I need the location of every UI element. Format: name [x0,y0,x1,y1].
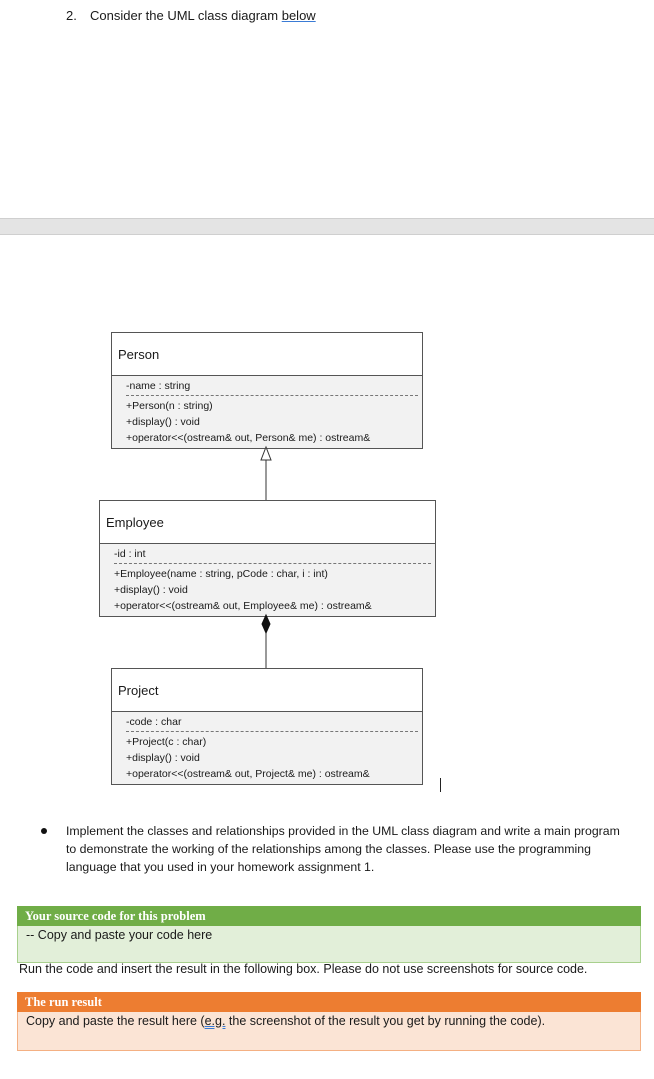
source-code-box [17,906,641,963]
project-attribute: -code : char [126,714,418,732]
person-class-name: Person [112,333,422,376]
person-operation: +operator<<(ostream& out, Person& me) : ostream& [126,432,371,444]
source-code-content[interactable]: -- Copy and paste your code here [17,926,641,963]
question-text: Consider the UML class diagram [90,8,282,23]
person-attribute: -name : string [126,378,418,396]
composition-diamond-icon [262,615,270,633]
employee-operation: +operator<<(ostream& out, Employee& me) : ostream& [114,600,372,612]
person-operation: +display() : void [126,416,200,428]
below-link[interactable]: below [281,8,316,23]
project-class-name: Project [112,669,422,712]
composition-connector [262,615,270,668]
inheritance-connector [261,447,271,500]
project-operation: +display() : void [126,752,200,764]
instruction-text: Implement the classes and relationships provided in the UML class diagram and write a main program to demonstrate the working of the relationships among the classes. Please use the programming language that you used in your homework assignment 1. [66,824,620,874]
employee-operation: +Employee(name : string, pCode : char, i : int) [114,568,328,580]
run-result-header: The run result [17,992,641,1012]
inheritance-arrow-icon [261,447,271,460]
employee-operation: +display() : void [114,584,188,596]
question-number: 2. [66,8,77,23]
run-result-text-start: Copy and paste the result here ( [26,1014,205,1028]
bullet-icon [41,828,47,834]
person-operation: +Person(n : string) [126,400,213,412]
eg-text: e.g. [204,1014,226,1028]
run-result-box [17,992,641,1051]
source-code-header: Your source code for this problem [17,906,641,926]
run-result-content[interactable] [17,1012,641,1051]
employee-attribute: -id : int [114,546,431,564]
text-cursor [440,778,441,792]
project-operation: +Project(c : char) [126,736,207,748]
run-result-text-end: the screenshot of the result you get by running the code). [225,1014,546,1028]
employee-class-name: Employee [100,501,435,544]
run-instruction: Run the code and insert the result in the following box. Please do not use screenshots for source code. [19,962,588,976]
project-operation: +operator<<(ostream& out, Project& me) : ostream& [126,768,370,780]
